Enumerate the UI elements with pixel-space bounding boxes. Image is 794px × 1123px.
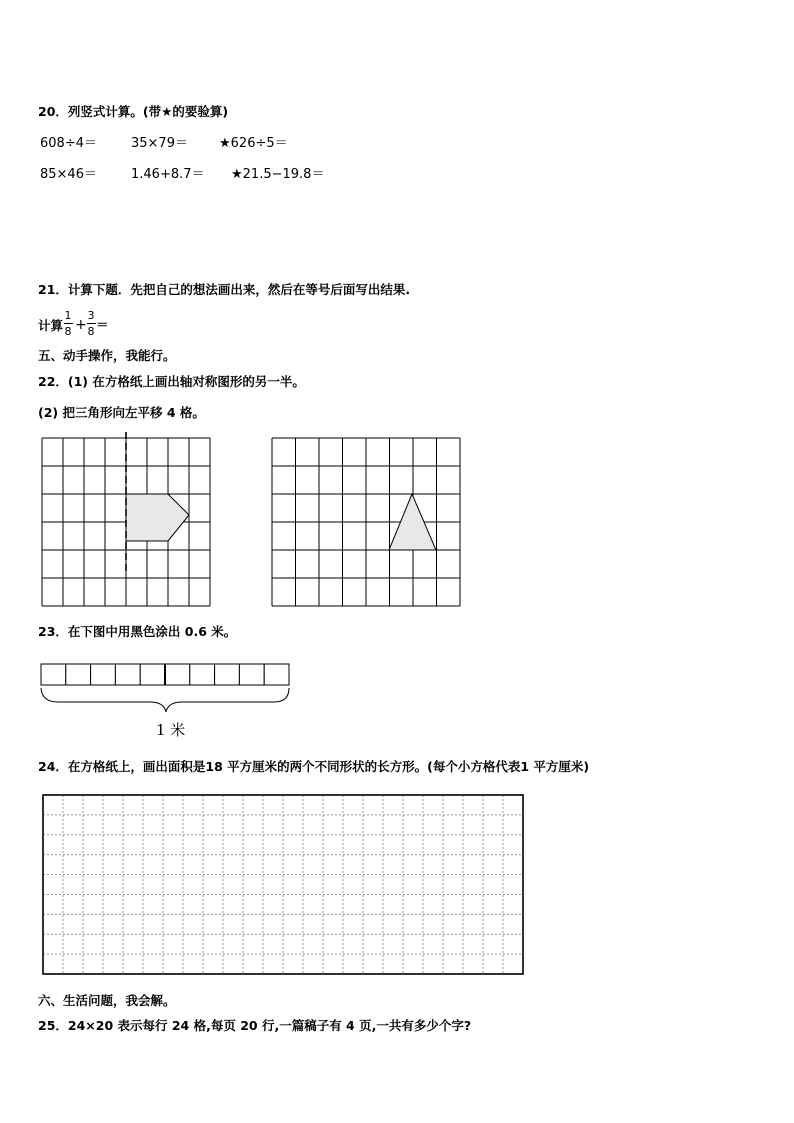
meter-cell[interactable] [215,664,240,685]
q21-title: 21．计算下题．先把自己的想法画出来，然后在等号后面写出结果. [38,282,411,297]
meter-cell[interactable] [41,664,66,685]
q21-prefix: 计算 [38,318,64,333]
calc-item: 35×79＝ [131,136,188,151]
q25-title: 25．24×20 表示每行 24 格,每页 20 行,一篇稿子有 4 页,一共有多少个字? [38,1018,472,1033]
brace [41,688,289,712]
q22-part2: (2) 把三角形向左平移 4 格。 [38,405,205,420]
meter-cell[interactable] [66,664,91,685]
fraction-denominator: 8 [64,325,72,338]
plus-sign: + [75,317,87,333]
q20-title: 20．列竖式计算。(带★的要验算) [38,104,229,119]
meter-cell[interactable] [190,664,215,685]
half-pentagon-shape [126,494,189,541]
meter-cell[interactable] [239,664,264,685]
section-six-heading: 六、生活问题，我会解。 [38,993,176,1008]
meter-cell[interactable] [91,664,116,685]
section-five-heading: 五、动手操作，我能行。 [38,348,176,363]
triangle-shape [389,494,436,550]
fraction-bar [64,323,73,324]
q22-part1: 22．(1) 在方格纸上画出轴对称图形的另一半。 [38,374,305,389]
meter-cell[interactable] [140,664,165,685]
meter-cell[interactable] [115,664,140,685]
calc-item: 1.46+8.7＝ [131,167,205,182]
calc-item: 608÷4＝ [40,136,97,151]
meter-cell[interactable] [264,664,289,685]
meter-cell[interactable] [165,664,190,685]
one-meter-label: 1 米 [156,721,186,739]
equals-sign: ＝ [96,317,109,332]
fraction-bar [87,323,96,324]
fraction-denominator: 8 [87,325,95,338]
calc-item: ★626÷5＝ [219,136,288,151]
q24-title: 24．在方格纸上，画出面积是18 平方厘米的两个不同形状的长方形。(每个小方格代表1 平方厘米) [38,759,590,774]
fraction-numerator: 1 [64,309,72,322]
calc-item: 85×46＝ [40,167,97,182]
fraction-numerator: 3 [87,309,95,322]
q23-title: 23．在下图中用黑色涂出 0.6 米。 [38,624,237,639]
calc-item: ★21.5−19.8＝ [231,167,325,182]
